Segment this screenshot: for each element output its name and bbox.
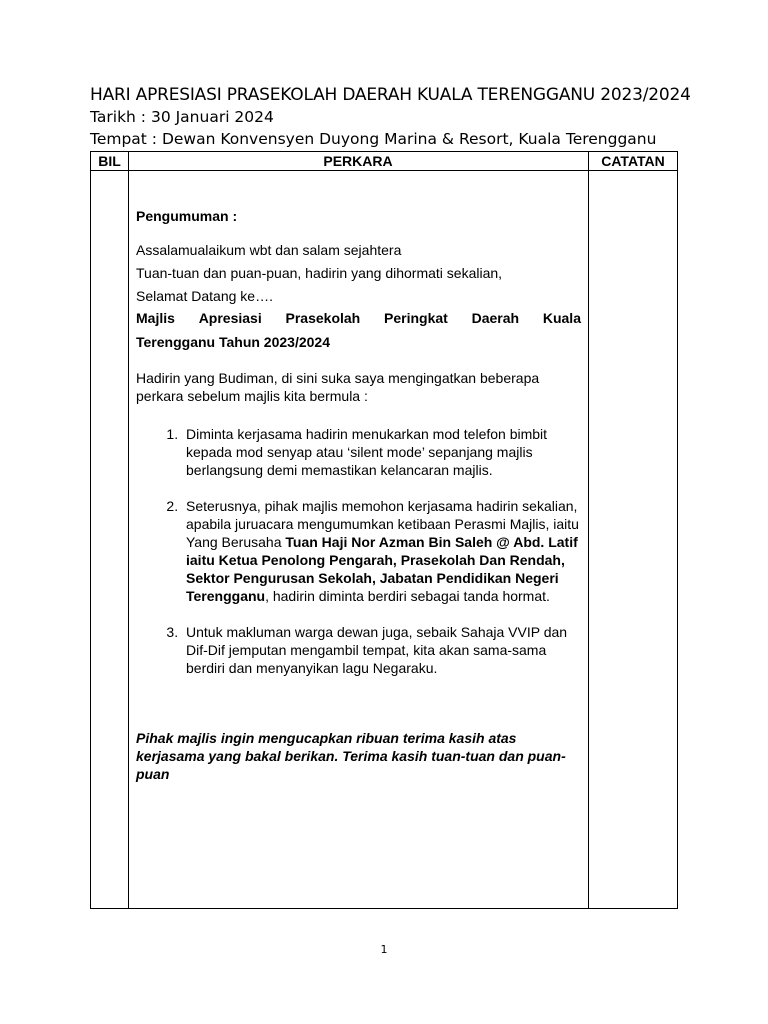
program-table bbox=[90, 151, 678, 909]
event-title-word: Daerah bbox=[471, 310, 520, 326]
closing-paragraph: Pihak majlis ingin mengucapkan ribuan terima kasih atas kerjasama yang bakal berikan. Terima kasih tuan-tuan dan puan-puan bbox=[136, 730, 566, 782]
list-item bbox=[182, 623, 581, 677]
document-header bbox=[90, 84, 691, 150]
event-title-line: Terengganu Tahun 2023/2024 bbox=[136, 334, 330, 350]
list-item-text: Diminta kerjasama hadirin menukarkan mod telefon bimbit kepada mod senyap atau ‘silent mode’ sepanjang majlis berlangsung demi memastikan kelancaran majlis. bbox=[186, 426, 548, 478]
event-title-word: Kuala bbox=[542, 310, 581, 326]
event-title-word: Apresiasi bbox=[198, 310, 262, 326]
intro-paragraph: Hadirin yang Budiman, di sini suka saya mengingatkan beberapa perkara sebelum majlis kita bermula : bbox=[136, 370, 540, 404]
event-title-line bbox=[136, 309, 581, 327]
column-header-catatan: CATATAN bbox=[601, 153, 665, 169]
announcement-heading: Pengumuman : bbox=[136, 208, 238, 224]
greeting-line: Assalamualaikum wbt dan salam sejahtera bbox=[136, 242, 402, 258]
page-number: 1 bbox=[380, 943, 388, 956]
greeting-line: Tuan-tuan dan puan-puan, hadirin yang dihormati sekalian, bbox=[136, 265, 503, 281]
list-item-text: Seterusnya, pihak majlis memohon kerjasama hadirin sekalian, apabila juruacara mengumumkan ketibaan Perasmi Majlis, iaitu Yang Berusaha bbox=[186, 498, 579, 550]
column-divider bbox=[588, 152, 589, 908]
header-row-divider bbox=[91, 170, 677, 171]
announcement-list bbox=[136, 425, 581, 677]
announcement-content bbox=[136, 207, 581, 783]
place-line: Tempat : Dewan Konvensyen Duyong Marina & Resort, Kuala Terengganu bbox=[90, 130, 657, 148]
guest-of-honour: Tuan Haji Nor Azman Bin Saleh @ Abd. Latif iaitu Ketua Penolong Pengarah, Prasekolah Dan Rendah, Sektor Pengurusan Sekolah, Jabatan Pendidikan Negeri Terengganu bbox=[186, 534, 578, 604]
column-divider bbox=[128, 152, 129, 908]
list-item bbox=[182, 425, 581, 479]
date-line: Tarikh : 30 Januari 2024 bbox=[90, 108, 274, 126]
event-title-word: Majlis bbox=[136, 310, 175, 326]
event-title-word: Peringkat bbox=[384, 310, 448, 326]
event-title-word: Prasekolah bbox=[285, 310, 361, 326]
list-item bbox=[182, 497, 581, 605]
column-header-bil: BIL bbox=[98, 153, 121, 169]
column-header-perkara: PERKARA bbox=[323, 153, 393, 169]
list-item-text: Untuk makluman warga dewan juga, sebaik Sahaja VVIP dan Dif-Dif jemputan mengambil tempat, kita akan sama-sama berdiri dan menyanyikan lagu Negaraku. bbox=[186, 624, 568, 676]
document-title: HARI APRESIASI PRASEKOLAH DAERAH KUALA TERENGGANU 2023/2024 bbox=[90, 85, 691, 105]
list-item-text: , hadirin diminta berdiri sebagai tanda hormat. bbox=[265, 588, 550, 604]
greeting-line: Selamat Datang ke…. bbox=[136, 288, 273, 304]
